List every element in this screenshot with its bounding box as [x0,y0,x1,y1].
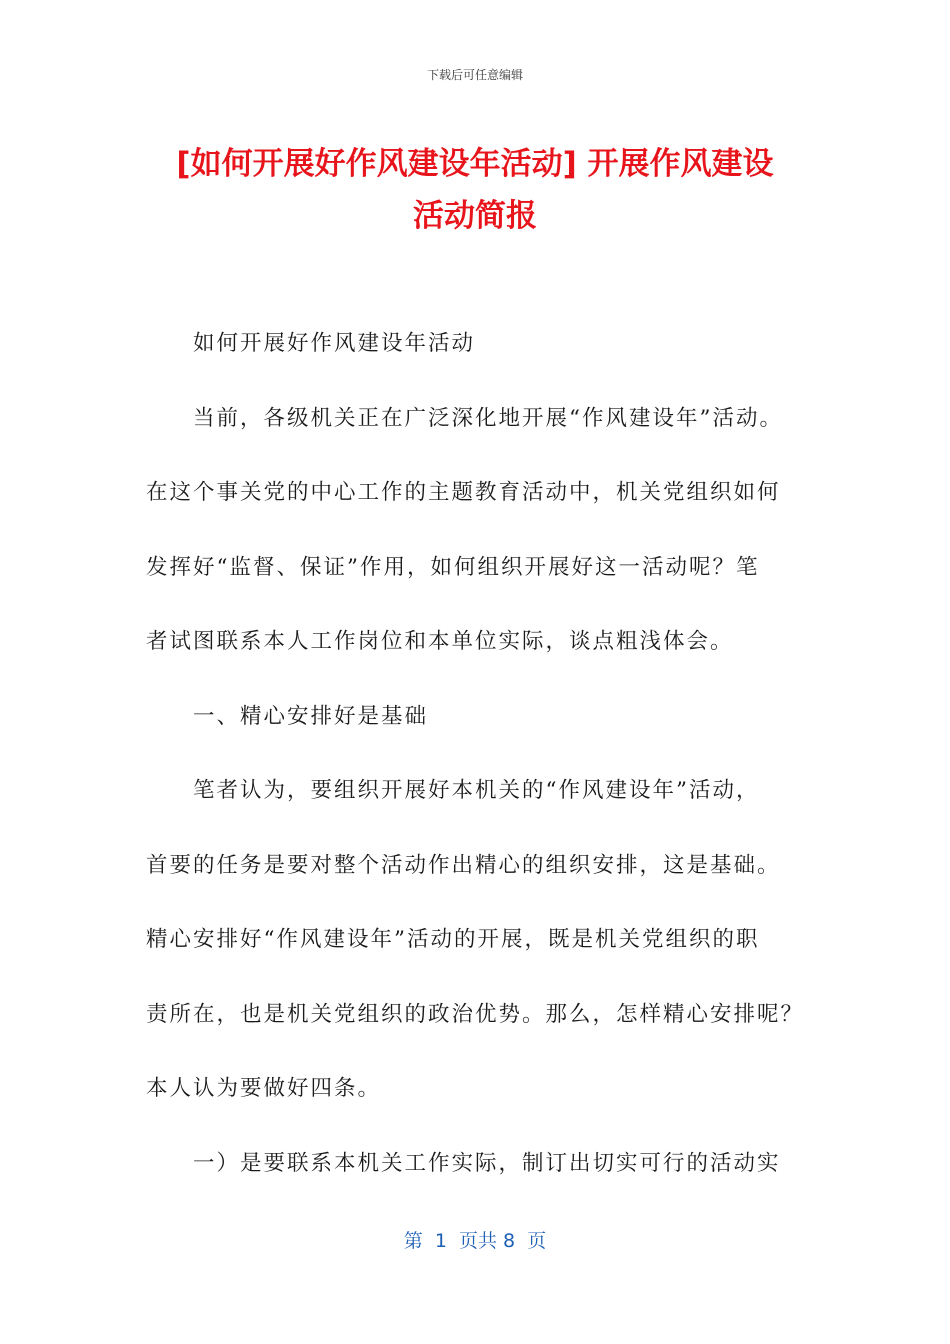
paragraph-line: 首要的任务是要对整个活动作出精心的组织安排，这是基础。 [146,852,781,878]
page-footer: 第 1 页共 8 页 [403,1230,547,1252]
paragraph-line: 当前，各级机关正在广泛深化地开展“作风建设年”活动。 [193,405,783,431]
paragraph-line: 发挥好“监督、保证”作用，如何组织开展好这一活动呢？笔 [146,554,760,580]
body-text [146,320,806,1214]
paragraph-line: 精心安排好“作风建设年”活动的开展，既是机关党组织的职 [146,927,760,952]
section-heading: 一、精心安排好是基础 [193,703,429,729]
document-title [120,138,830,242]
paragraph-line: 者试图联系本人工作岗位和本单位实际，谈点粗浅体会。 [146,629,734,654]
paragraph-line: 在这个事关党的中心工作的主题教育活动中，机关党组织如何 [146,480,781,505]
paragraph-line: 笔者认为，要组织开展好本机关的“作风建设年”活动， [193,778,760,803]
document-title-line-2: 活动简报 [413,198,537,234]
paragraph-line: 本人认为要做好四条。 [146,1076,382,1101]
paragraph-line: 如何开展好作风建设年活动 [193,331,476,356]
paragraph-line: 一）是要联系本机关工作实际，制订出切实可行的活动实 [193,1150,781,1176]
paragraph-line: 责所在，也是机关党组织的政治优势。那么，怎样精心安排呢？ [146,1001,805,1027]
document-title-line-1: [如何开展好作风建设年活动] 开展作风建设 [176,146,774,182]
header-note: 下载后可任意编辑 [426,68,523,82]
